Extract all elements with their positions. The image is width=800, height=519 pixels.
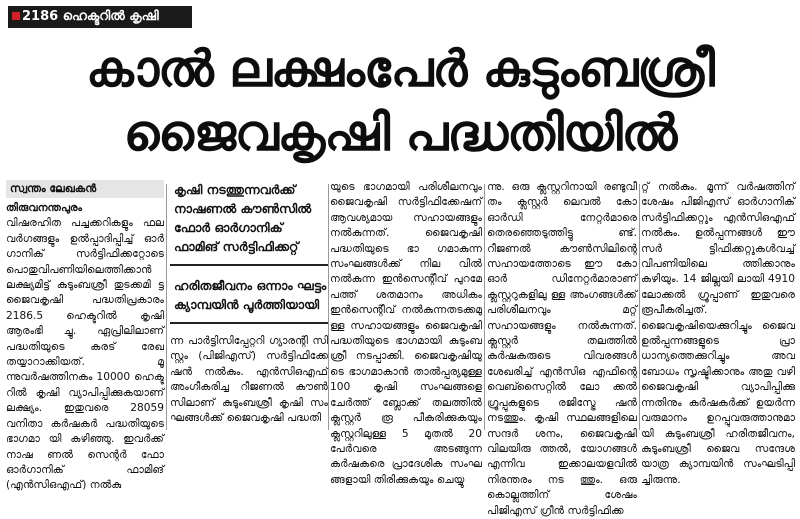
dateline: തിരുവനന്തപുരം <box>6 202 83 214</box>
byline: സ്വന്തം ലേഖകൻ <box>6 180 164 198</box>
article-column-3 <box>330 180 482 486</box>
column-4-text: ന്നു. ഒരു ക്ലസ്റ്ററിനായി രണ്ടുവീ തം ക്ലസ്റ്റർ ലെവൽ കോ ഓർഡി നേറ്റർമാരെ തെരഞ്ഞെടുത്തിട്ടു ണ്ട്. റീജണൽ കൗൺസിലിന്റെ സഹായത്തോടെ ഈ കോ ഓർ ഡിനേറ്റർമാരാണ് ക്ലസ്റ്ററുകളിലു ള്ള അംഗങ്ങൾക്ക് പരിശീലനവും മറ്റ് സഹായങ്ങളും നൽകുന്നത്. ക്ലസ്റ്റർ തലത്തിൽ കർഷകരുടെ വിവരങ്ങൾ ശേഖരിച്ച് എൻസിഒ എഫിന്റെ വെബ്സൈറ്റിൽ ലോ ക്കൽ ഗ്രൂപ്പുകളുടെ രജിസ്ട്രേ ഷൻ നടത്തും. കൃഷി സ്ഥലങ്ങളിലെ സന്ദർ ശനം, ജൈവകൃഷി വിലയിരു ത്തൽ, യോഗങ്ങൾ എന്നിവ ഇക്കാലയളവിൽ നിരന്തരം നട ത്തും. ഒരു കൊല്ലത്തിന് ശേഷം പിജിഎസ് ഗ്രീൻ സർട്ടിഫിക്ക <box>487 181 637 517</box>
kicker-marker-icon <box>12 12 20 20</box>
column-1-text: വിഷരഹിത പച്ചക്കറികളും ഫല വർഗങ്ങളും ഉൽപ്പാദിപ്പിച്ച് ഓർ ഗാനിക് സർട്ടിഫിക്കറ്റോടെ പൊതുവിപണിയിലെത്തിക്കാൻ ലക്ഷ്യമിട്ട് കുടുംബശ്രീ തുടക്കമി ട്ട ജൈവകൃഷി പദ്ധതിപ്രകാരം 2186.5 ഹെക്ടറിൽ കൃഷി ആരംഭി ച്ചു. ഏപ്രിലിലാണ് പദ്ധതിയുടെ കരട് രേഖ തയ്യാറാക്കിയത്. മൂ ന്നുവർഷത്തിനകം 10000 ഹെക്ട റിൽ കൃഷി വ്യാപിപ്പിക്കുകയാണ് ലക്ഷ്യം. ഇതുവരെ 28059 വനിതാ കർഷകർ പദ്ധതിയുടെ ഭാഗമാ യി കഴിഞ്ഞു. ഇവർക്ക് നാഷ ണൽ സെന്റർ ഫോ ഓർഗാനിക് ഫാമിങ് (എൻസിഒഎഫ്) നൽകു <box>6 217 164 492</box>
article-column-1 <box>6 180 164 492</box>
article-column-2 <box>170 180 328 430</box>
pull-quote-1 <box>170 180 328 256</box>
column-divider <box>639 184 640 430</box>
column-divider <box>484 184 485 430</box>
article-column-4 <box>487 180 637 517</box>
kicker-label: 2186 ഹെക്ടറിൽ കൃഷി <box>22 9 159 24</box>
column-divider <box>166 184 167 430</box>
pull-quote-1-text: കൃഷി നടത്തുന്നവർക്ക് നാഷണൽ കൗൺസിൽ ഫോർ ഓർഗാനിക് ഫാമിങ് സർട്ടിഫിക്കറ്റ് <box>174 182 312 254</box>
column-divider <box>328 184 329 430</box>
column-3-text: യുടെ ഭാഗമായി പരിശീലനവും ജൈവകൃഷി സർട്ടിഫിക്കേഷന് ആവശ്യമായ സഹായങ്ങളും നൽകുന്നത്. ജൈവകൃഷി പദ്ധതിയുടെ ഭാ ഗമാകുന്ന സംഘങ്ങൾക്ക് നില വിൽ നൽകുന്ന ഇൻസെന്റീവ് പുറമേ പത്ത് ശതമാനം അധികം ഇൻസെന്റീവ് നൽകുന്നതടക്കമു ള്ള സഹായങ്ങളും ജൈവകൃഷി പദ്ധതിയുടെ ഭാഗമായി കുടുംബ ശ്രീ നടപ്പാക്കി. ജൈവകൃഷിയു ടെ ഭാഗമാകാൻ താൽപ്പര്യമുള്ള 100 കൃഷി സംഘങ്ങളെ ചേർത്ത് ബ്ലോക്ക് തലത്തിൽ ക്ലസ്റ്റർ രൂ പീകരിക്കുകയും ക്ലസ്റ്ററിലുള്ള 5 മുതൽ 20 പേർവരെ അടങ്ങുന്ന കർഷകരെ പ്രാദേശിക സംഘ ങ്ങളായി തിരിക്കുകയും ചെയ്യു <box>330 181 482 486</box>
headline-line-1: കാൽ ലക്ഷംപേർ കുടുംബശ്രീ <box>86 40 714 98</box>
pull-quote-2 <box>170 276 328 314</box>
column-5-text: റ്റ് നൽകും. മൂന്ന് വർഷത്തിന് ശേഷം പിജിഎസ് ഓർഗാനിക് സർട്ടിഫിക്കറ്റും എൻസിഒഎഫ് നൽകും. ഉൽപ്പന്നങ്ങൾ ഈ സർ ട്ടിഫിക്കറ്റുകൾവച്ച് വിപണിയിലെ ത്തിക്കാനും കഴിയും. 14 ജില്ലയി ലായി 4910 ലോക്കൽ ഗ്രൂപ്പാണ് ഇതുവരെ രൂപീകരിച്ചത്. ജൈവകൃഷിയെക്കുറിച്ചും ജൈവ ഉൽപ്പന്നങ്ങളുടെ പ്രാ ധാന്യത്തെക്കുറിച്ചും അവ ബോധം സൃഷ്ടിക്കാനും അതു വഴി ജൈവകൃഷി വ്യാപിപ്പിക്കു ന്നതിനും കർഷകർക്ക് ഉയർന്ന വരുമാനം ഉറപ്പുവരുത്താനുമാ യി കുടുംബശ്രീ ഹരിതജീവനം, കുടുംബശ്രീ ജൈവ സന്ദേശ യാത്ര ക്യാമ്പയിൻ സംഘടിപ്പി ച്ചിരുന്നു. <box>641 181 795 486</box>
pull-quote-2-text: ഹരിതജീവനം ഒന്നാം ഘട്ടം ക്യാമ്പയിൻ പൂർത്തിയായി <box>174 278 327 312</box>
pull-quote-divider <box>170 264 328 266</box>
headline-line-2: ജൈവകൃഷി പദ്ധതിയിൽ <box>123 104 677 162</box>
pull-quote-divider <box>170 322 328 324</box>
article-column-5 <box>641 180 795 486</box>
column-2-text: ന്ന പാർട്ടിസിപ്പേറ്ററി ഗ്യാരന്റി സി സ്റ്റം (പിജിഎസ്) സർട്ടിഫിക്കേ ഷൻ നൽകും. എൻസിഒഎഫ് അംഗീകരിച്ച റീജണൽ കൗൺ സിലാണ് കുടുംബശ്രീ കൃഷി സം ഘങ്ങൾക്ക് ജൈവകൃഷി പദ്ധതി <box>170 335 328 425</box>
